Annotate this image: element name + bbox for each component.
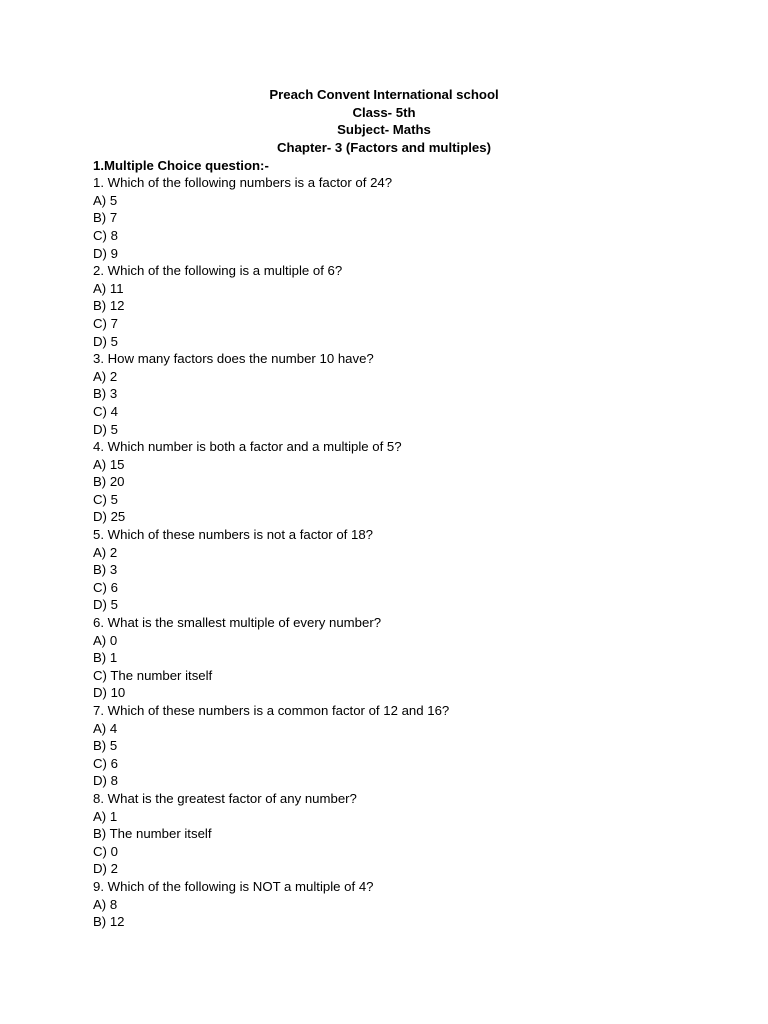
- class-label: Class- 5th: [352, 104, 416, 120]
- answer-option: C) The number itself: [93, 667, 213, 683]
- answer-option: D) 5: [93, 597, 118, 613]
- question-text: 3. How many factors does the number 10 have?: [93, 351, 374, 367]
- answer-option: A) 1: [93, 808, 118, 824]
- question-block: [93, 438, 743, 526]
- question-block: [93, 878, 743, 931]
- question-block: [93, 702, 743, 790]
- answer-option: C) 0: [93, 843, 118, 859]
- question-text: 7. Which of these numbers is a common factor of 12 and 16?: [93, 703, 450, 718]
- answer-option: C) 6: [93, 755, 118, 771]
- answer-option: D) 5: [93, 333, 118, 349]
- answer-option: B) 1: [93, 650, 118, 666]
- question-block: [93, 526, 743, 614]
- question-text: 9. Which of the following is NOT a multiple of 4?: [93, 878, 374, 894]
- answer-option: C) 7: [93, 315, 118, 331]
- question-text: 5. Which of these numbers is not a factor of 18?: [93, 527, 374, 543]
- answer-option: D) 10: [93, 685, 126, 701]
- answer-option: B) 20: [93, 474, 125, 490]
- answer-option: A) 4: [93, 720, 118, 736]
- answer-option: B) 12: [93, 298, 125, 314]
- question-block: [93, 350, 743, 438]
- answer-option: A) 11: [93, 280, 124, 296]
- section-heading: 1.Multiple Choice question:-: [93, 157, 269, 173]
- answer-option: C) 8: [93, 227, 118, 243]
- answer-option: B) 12: [93, 914, 125, 930]
- question-text: 6. What is the smallest multiple of every number?: [93, 615, 382, 631]
- answer-option: D) 5: [93, 421, 118, 437]
- answer-option: C) 6: [93, 579, 118, 595]
- school-name: Preach Convent International school: [269, 87, 499, 102]
- question-text: 4. Which number is both a factor and a multiple of 5?: [93, 439, 402, 455]
- answer-option: B) The number itself: [93, 826, 212, 842]
- answer-option: A) 8: [93, 896, 118, 912]
- question-block: [93, 790, 743, 878]
- answer-option: B) 7: [93, 210, 118, 226]
- answer-option: D) 25: [93, 509, 126, 525]
- answer-option: B) 3: [93, 562, 118, 578]
- subject-label: Subject- Maths: [337, 122, 431, 138]
- answer-option: A) 2: [93, 544, 118, 560]
- chapter-title: Chapter- 3 (Factors and multiples): [277, 139, 491, 155]
- answer-option: C) 4: [93, 403, 118, 419]
- question-text: 2. Which of the following is a multiple of 6?: [93, 263, 343, 279]
- answer-option: B) 5: [93, 738, 118, 754]
- document-header: [0, 86, 768, 156]
- answer-option: D) 9: [93, 245, 118, 261]
- answer-option: A) 0: [93, 632, 118, 648]
- question-block: [93, 174, 743, 262]
- answer-option: A) 15: [93, 456, 125, 472]
- question-section: [93, 157, 743, 931]
- answer-option: A) 2: [93, 368, 118, 384]
- question-list: [93, 174, 743, 931]
- answer-option: A) 5: [93, 192, 118, 208]
- question-block: [93, 262, 743, 350]
- answer-option: D) 8: [93, 773, 118, 789]
- answer-option: C) 5: [93, 491, 118, 507]
- answer-option: D) 2: [93, 861, 118, 877]
- question-block: [93, 614, 743, 702]
- answer-option: B) 3: [93, 386, 118, 402]
- question-text: 1. Which of the following numbers is a factor of 24?: [93, 175, 393, 191]
- question-text: 8. What is the greatest factor of any number?: [93, 790, 357, 806]
